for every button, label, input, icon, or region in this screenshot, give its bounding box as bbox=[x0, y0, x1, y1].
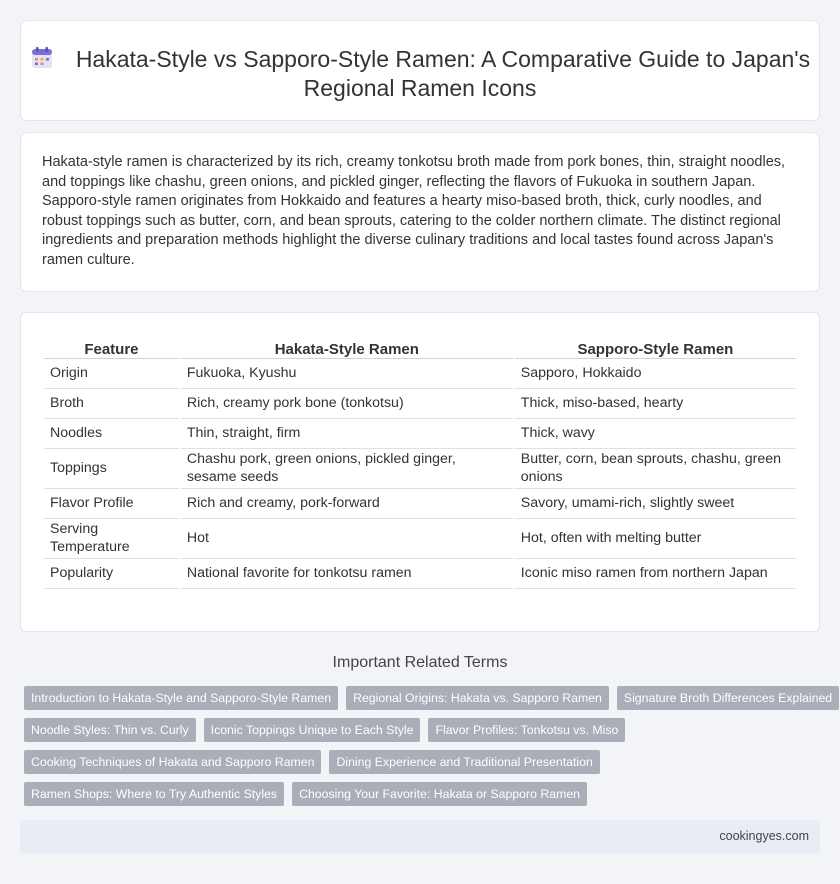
table-header-row bbox=[44, 335, 796, 359]
table-row bbox=[44, 389, 796, 419]
related-terms-heading: Important Related Terms bbox=[332, 654, 508, 671]
table-row bbox=[44, 519, 796, 559]
table-cell: Chashu pork, green onions, pickled ginger, sesame seeds bbox=[181, 449, 513, 489]
tag-row bbox=[24, 686, 833, 710]
table-card bbox=[20, 312, 820, 632]
footer-site[interactable]: cookingyes.com bbox=[719, 829, 809, 843]
table-cell: Noodles bbox=[44, 419, 179, 449]
page-title: Hakata-Style vs Sapporo-Style Ramen: A Comparative Guide to Japan's Regional Ramen Icons bbox=[75, 46, 811, 101]
table-cell: Hot bbox=[181, 519, 513, 559]
table-row bbox=[44, 559, 796, 589]
intro-card bbox=[20, 132, 820, 292]
header-sapporo: Sapporo-Style Ramen bbox=[515, 335, 796, 359]
footer bbox=[20, 820, 820, 854]
tag-row bbox=[24, 718, 824, 742]
tag-row bbox=[24, 782, 824, 806]
table-cell: Fukuoka, Kyushu bbox=[181, 359, 513, 389]
table-cell: Rich, creamy pork bone (tonkotsu) bbox=[181, 389, 513, 419]
comparison-table bbox=[42, 335, 798, 589]
table-cell: National favorite for tonkotsu ramen bbox=[181, 559, 513, 589]
table-row bbox=[44, 359, 796, 389]
title-card bbox=[20, 20, 820, 121]
header-hakata: Hakata-Style Ramen bbox=[181, 335, 513, 359]
header-feature: Feature bbox=[44, 335, 179, 359]
table-row bbox=[44, 419, 796, 449]
related-term-tag[interactable]: Signature Broth Differences Explained bbox=[617, 686, 839, 710]
table-cell: Popularity bbox=[44, 559, 179, 589]
table-cell: Thin, straight, firm bbox=[181, 419, 513, 449]
table-cell: Broth bbox=[44, 389, 179, 419]
table-cell: Sapporo, Hokkaido bbox=[515, 359, 796, 389]
table-row bbox=[44, 449, 796, 489]
table-cell: Iconic miso ramen from northern Japan bbox=[515, 559, 796, 589]
intro-paragraph: Hakata-style ramen is characterized by its rich, creamy tonkotsu broth made from pork bones, thin, straight noodles, and toppings like chashu, green onions, and pickled ginger, reflecting the flavors of Fukuoka in southern Japan. Sapporo-style ramen originates from Hokkaido and features a hearty miso-based broth, thick, curly noodles, and robust toppings such as butter, corn, and bean sprouts, catering to the colder northern climate. The distinct regional ingredients and preparation methods highlight the diverse culinary traditions and local tastes found across Japan's ramen culture. bbox=[42, 154, 786, 268]
related-term-tag[interactable]: Flavor Profiles: Tonkotsu vs. Miso bbox=[428, 718, 625, 742]
table-cell: Butter, corn, bean sprouts, chashu, green onions bbox=[515, 449, 796, 489]
related-term-tag[interactable]: Choosing Your Favorite: Hakata or Sapporo Ramen bbox=[292, 782, 587, 806]
table-cell: Rich and creamy, pork-forward bbox=[181, 489, 513, 519]
related-term-tag[interactable]: Iconic Toppings Unique to Each Style bbox=[204, 718, 421, 742]
related-terms-tags bbox=[24, 686, 833, 814]
table-cell: Toppings bbox=[44, 449, 179, 489]
tag-row bbox=[24, 750, 824, 774]
table-cell: Savory, umami-rich, slightly sweet bbox=[515, 489, 796, 519]
related-term-tag[interactable]: Regional Origins: Hakata vs. Sapporo Ramen bbox=[346, 686, 609, 710]
table-cell: Origin bbox=[44, 359, 179, 389]
table-cell: Serving Temperature bbox=[44, 519, 179, 559]
table-cell: Hot, often with melting butter bbox=[515, 519, 796, 559]
table-cell: Thick, miso-based, hearty bbox=[515, 389, 796, 419]
table-cell: Flavor Profile bbox=[44, 489, 179, 519]
table-cell: Thick, wavy bbox=[515, 419, 796, 449]
related-term-tag[interactable]: Cooking Techniques of Hakata and Sapporo Ramen bbox=[24, 750, 321, 774]
related-term-tag[interactable]: Dining Experience and Traditional Presentation bbox=[329, 750, 599, 774]
related-term-tag[interactable]: Introduction to Hakata-Style and Sapporo-Style Ramen bbox=[24, 686, 338, 710]
related-term-tag[interactable]: Noodle Styles: Thin vs. Curly bbox=[24, 718, 196, 742]
page-title-wrap bbox=[21, 45, 819, 103]
related-term-tag[interactable]: Ramen Shops: Where to Try Authentic Styles bbox=[24, 782, 284, 806]
table-row bbox=[44, 489, 796, 519]
calendar-icon bbox=[30, 46, 54, 70]
